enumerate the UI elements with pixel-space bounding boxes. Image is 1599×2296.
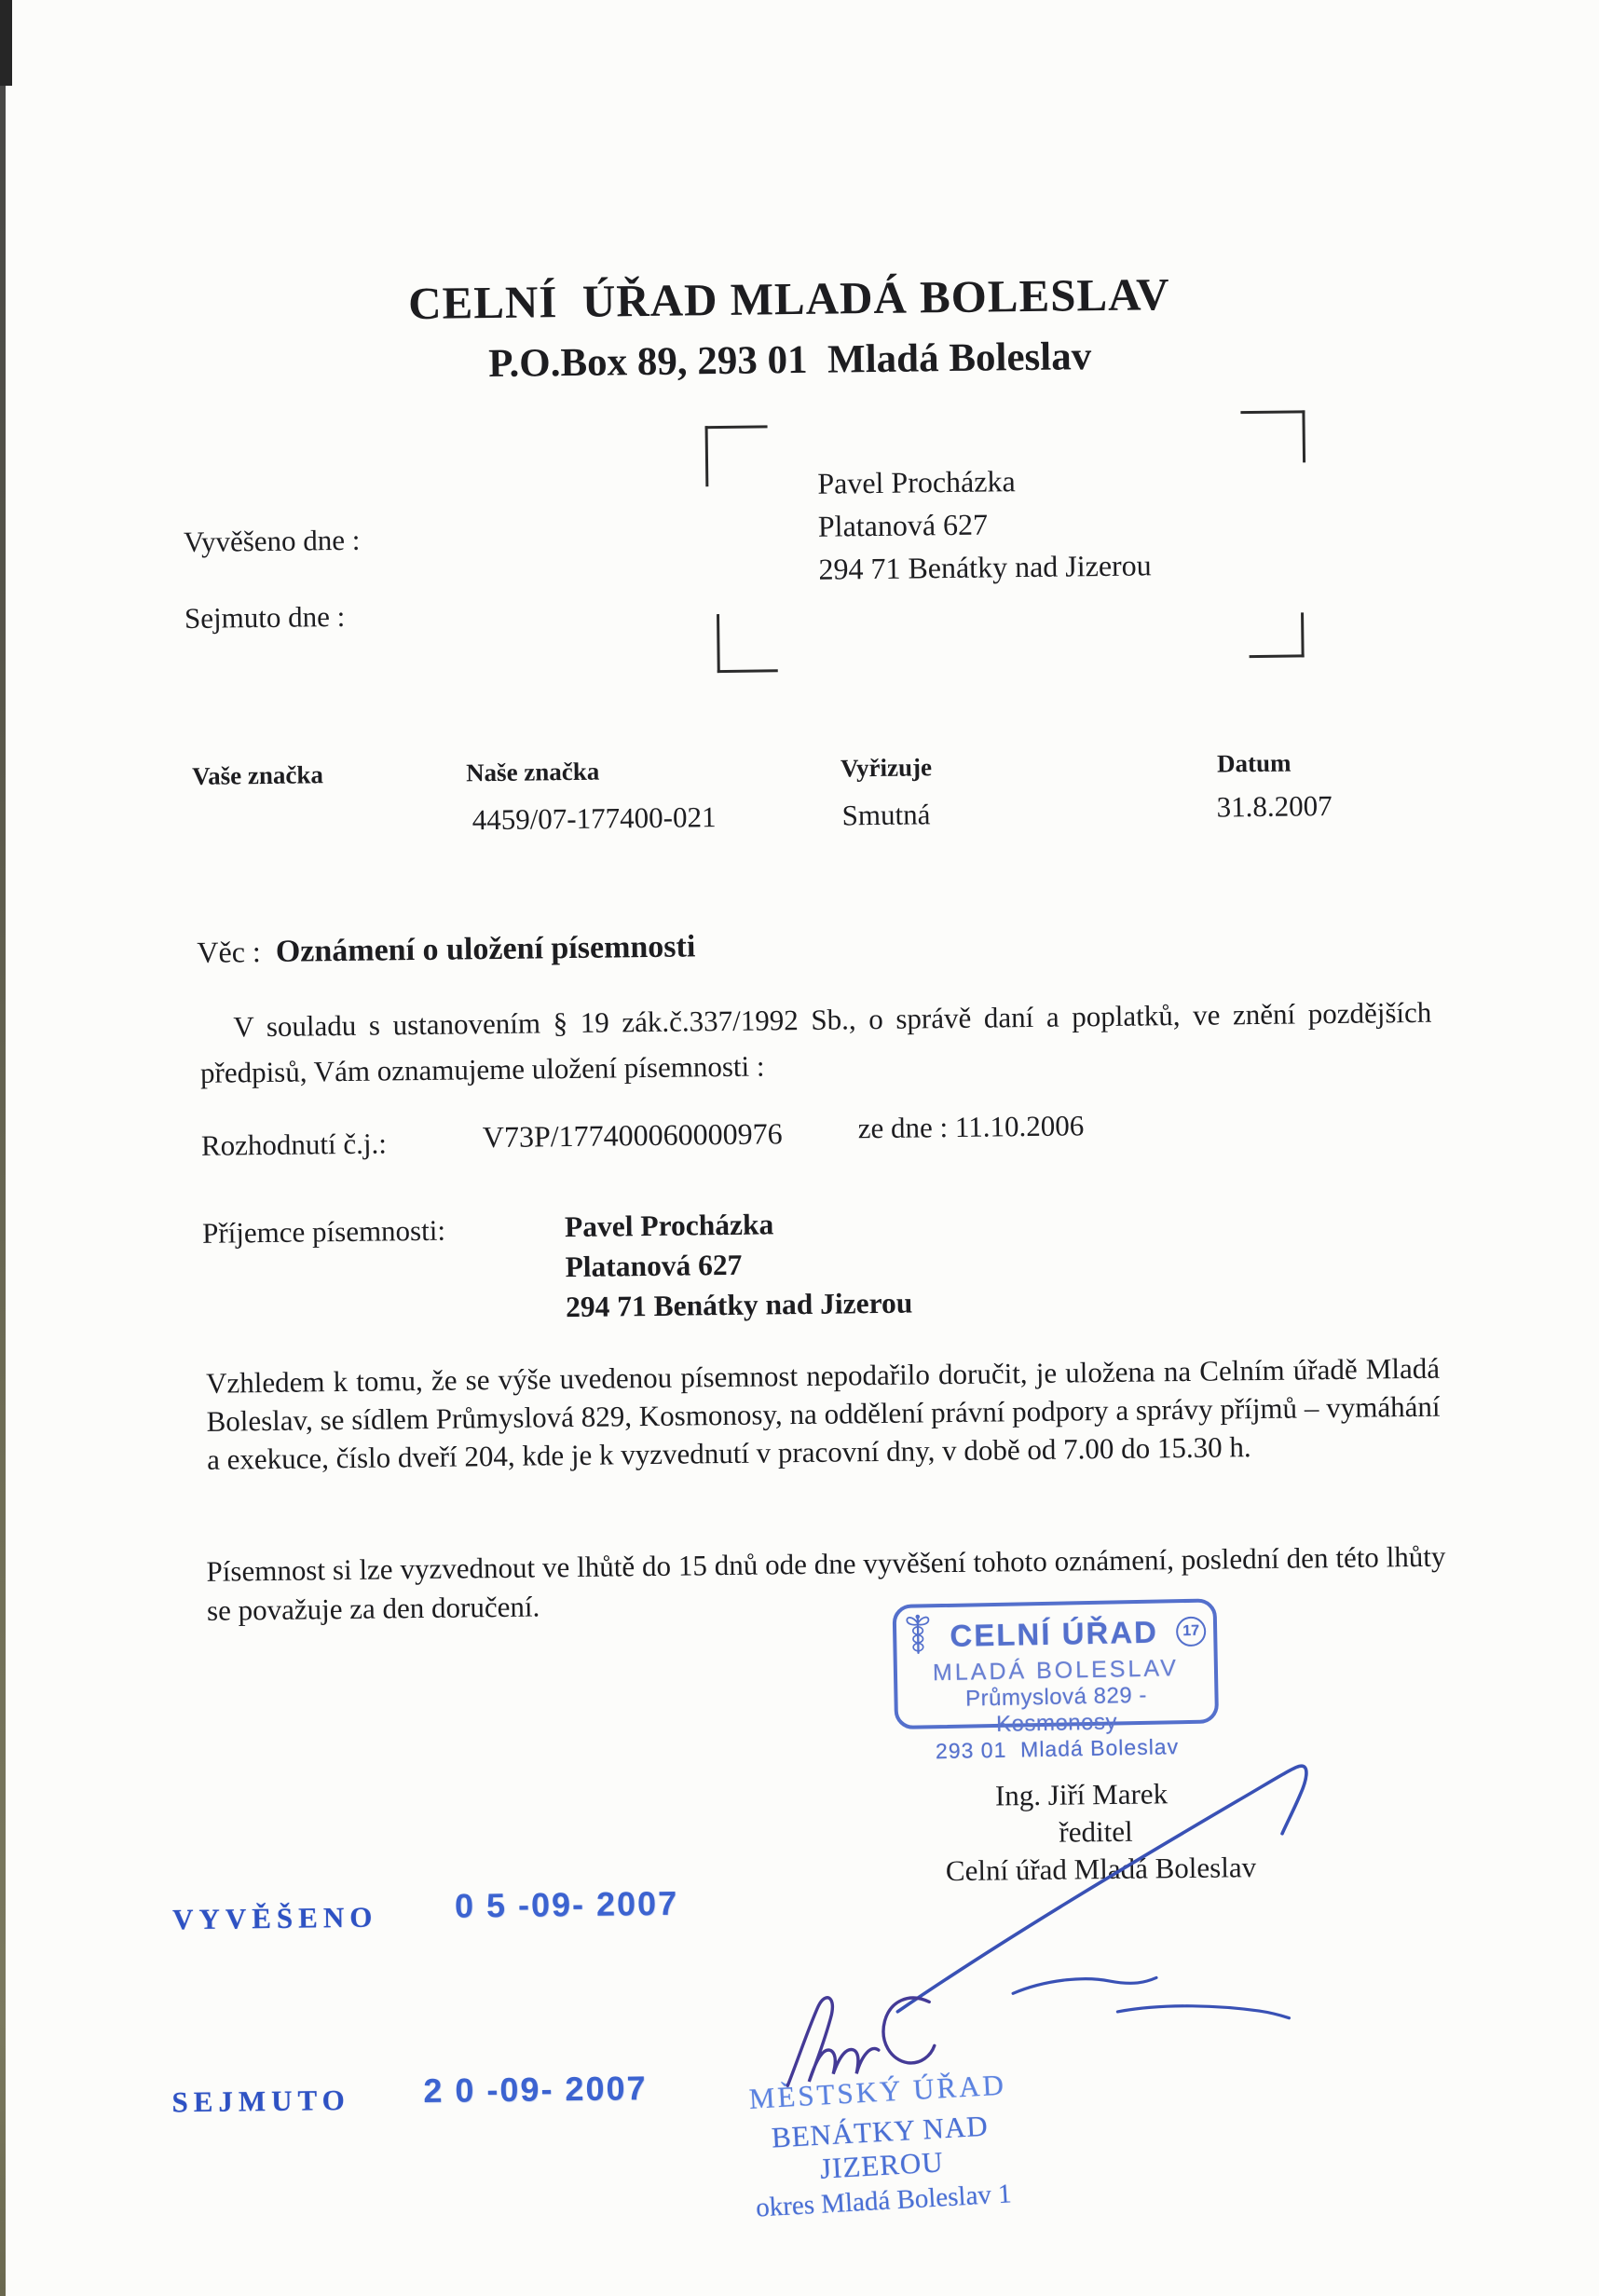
addressee-street: Platanová 627 — [565, 1248, 743, 1284]
removed-date-stamp: 2 0 -09- 2007 — [423, 2069, 648, 2111]
signature-underline-stroke-2 — [1117, 2004, 1289, 2020]
municipal-stamp-city: BENÁTKY NAD JIZEROU — [771, 2109, 990, 2185]
window-corner-mark-bottom-right — [1249, 612, 1305, 658]
stamp-header-row — [904, 1607, 1207, 1660]
date-value: 31.8.2007 — [1216, 789, 1332, 824]
addressee-block — [565, 1203, 913, 1328]
signature-initials-hook-stroke — [883, 1998, 935, 2063]
storage-paragraph: Vzhledem k tomu, že se výše uvedenou písemnost nepodařilo doručit, je uložena na Celním úřadě Mladá Boleslav, se sídlem Průmyslová 829, Kosmonosy, na oddělení právní podpory a správy příjmů – vymáhání a exekuce, číslo dveří 204, kde je k vyzvednutí v pracovní dny, v době od 7.00 do 15.30 h. — [205, 1351, 1441, 1476]
pickup-paragraph: Písemnost si lze vyzvednout ve lhůtě do 15 dnů ode dne vyvěšení tohoto oznámení, poslední den této lhůty se považuje za den doručení. — [206, 1539, 1446, 1627]
window-corner-mark-top-right — [1240, 410, 1305, 463]
addressee-label: Příjemce písemnosti: — [201, 1213, 446, 1250]
signatory-title: ředitel — [1059, 1814, 1133, 1849]
customs-office-stamp — [893, 1598, 1220, 1764]
stamp-street: Průmyslová 829 - Kosmonosy — [964, 1682, 1148, 1737]
removed-date-label: Sejmuto dne : — [184, 599, 346, 636]
subject-value: Oznámení o uložení písemnosti — [275, 929, 696, 969]
recipient-city: 294 71 Benátky nad Jizerou — [818, 548, 1152, 586]
removed-stamp: SEJMUTO — [171, 2083, 350, 2119]
intro-paragraph: V souladu s ustanovením § 19 zák.č.337/1992 Sb., o správě daní a poplatků, ve znění pozdějších předpisů, Vám oznamujeme uložení písemnosti : — [199, 995, 1432, 1089]
posted-date-stamp: 0 5 -09- 2007 — [454, 1883, 679, 1925]
posted-stamp: VYVĚŠENO — [171, 1900, 378, 1936]
signatory-office: Celní úřad Mladá Boleslav — [945, 1851, 1257, 1888]
recipient-address-window — [817, 458, 1152, 590]
decision-ref-label: Rozhodnutí č.j.: — [200, 1127, 388, 1162]
municipal-office-stamp — [705, 2066, 1056, 2226]
addressee-city: 294 71 Benátky nad Jizerou — [565, 1286, 913, 1324]
decision-ref-number: V73P/177400060000976 — [482, 1116, 783, 1155]
letterhead-address: P.O.Box 89, 293 01 Mladá Boleslav — [487, 335, 1092, 387]
window-corner-mark-top-left — [705, 425, 769, 486]
municipal-stamp-district: okres Mladá Boleslav 1 — [755, 2179, 1013, 2223]
caduceus-icon — [904, 1612, 933, 1660]
our-ref-label: Naše značka — [465, 757, 600, 787]
signature-underline-stroke — [1013, 1977, 1156, 1993]
municipal-stamp-office: MĚSTSKÝ ÚŘAD — [747, 2068, 1007, 2115]
subject-row — [197, 929, 695, 971]
our-ref-value: 4459/07-177400-021 — [472, 800, 717, 837]
decision-date: ze dne : 11.10.2006 — [857, 1109, 1085, 1145]
handled-by-label: Vyřizuje — [840, 753, 933, 783]
posted-date-label: Vyvěšeno dne : — [183, 523, 361, 559]
window-corner-mark-bottom-left — [717, 613, 778, 673]
recipient-name: Pavel Procházka — [817, 464, 1016, 500]
stamp-postal-city: 293 01 Mladá Boleslav — [935, 1734, 1180, 1764]
date-label: Datum — [1216, 748, 1292, 778]
signatory-name: Ing. Jiří Marek — [994, 1777, 1168, 1812]
stamp-office-name: CELNÍ ÚŘAD — [950, 1614, 1159, 1653]
stamp-number-badge: 17 — [1176, 1616, 1207, 1647]
your-ref-label: Vaše značka — [191, 760, 324, 790]
addressee-name: Pavel Procházka — [564, 1208, 774, 1244]
subject-label: Věc : — [197, 935, 262, 969]
recipient-street: Platanová 627 — [817, 507, 989, 543]
stamp-city: MLADÁ BOLESLAV — [932, 1655, 1180, 1687]
letterhead-title: CELNÍ ÚŘAD MLADÁ BOLESLAV — [407, 268, 1170, 330]
signature-initials-stroke — [786, 1997, 879, 2085]
handled-by-value: Smutná — [841, 798, 931, 832]
